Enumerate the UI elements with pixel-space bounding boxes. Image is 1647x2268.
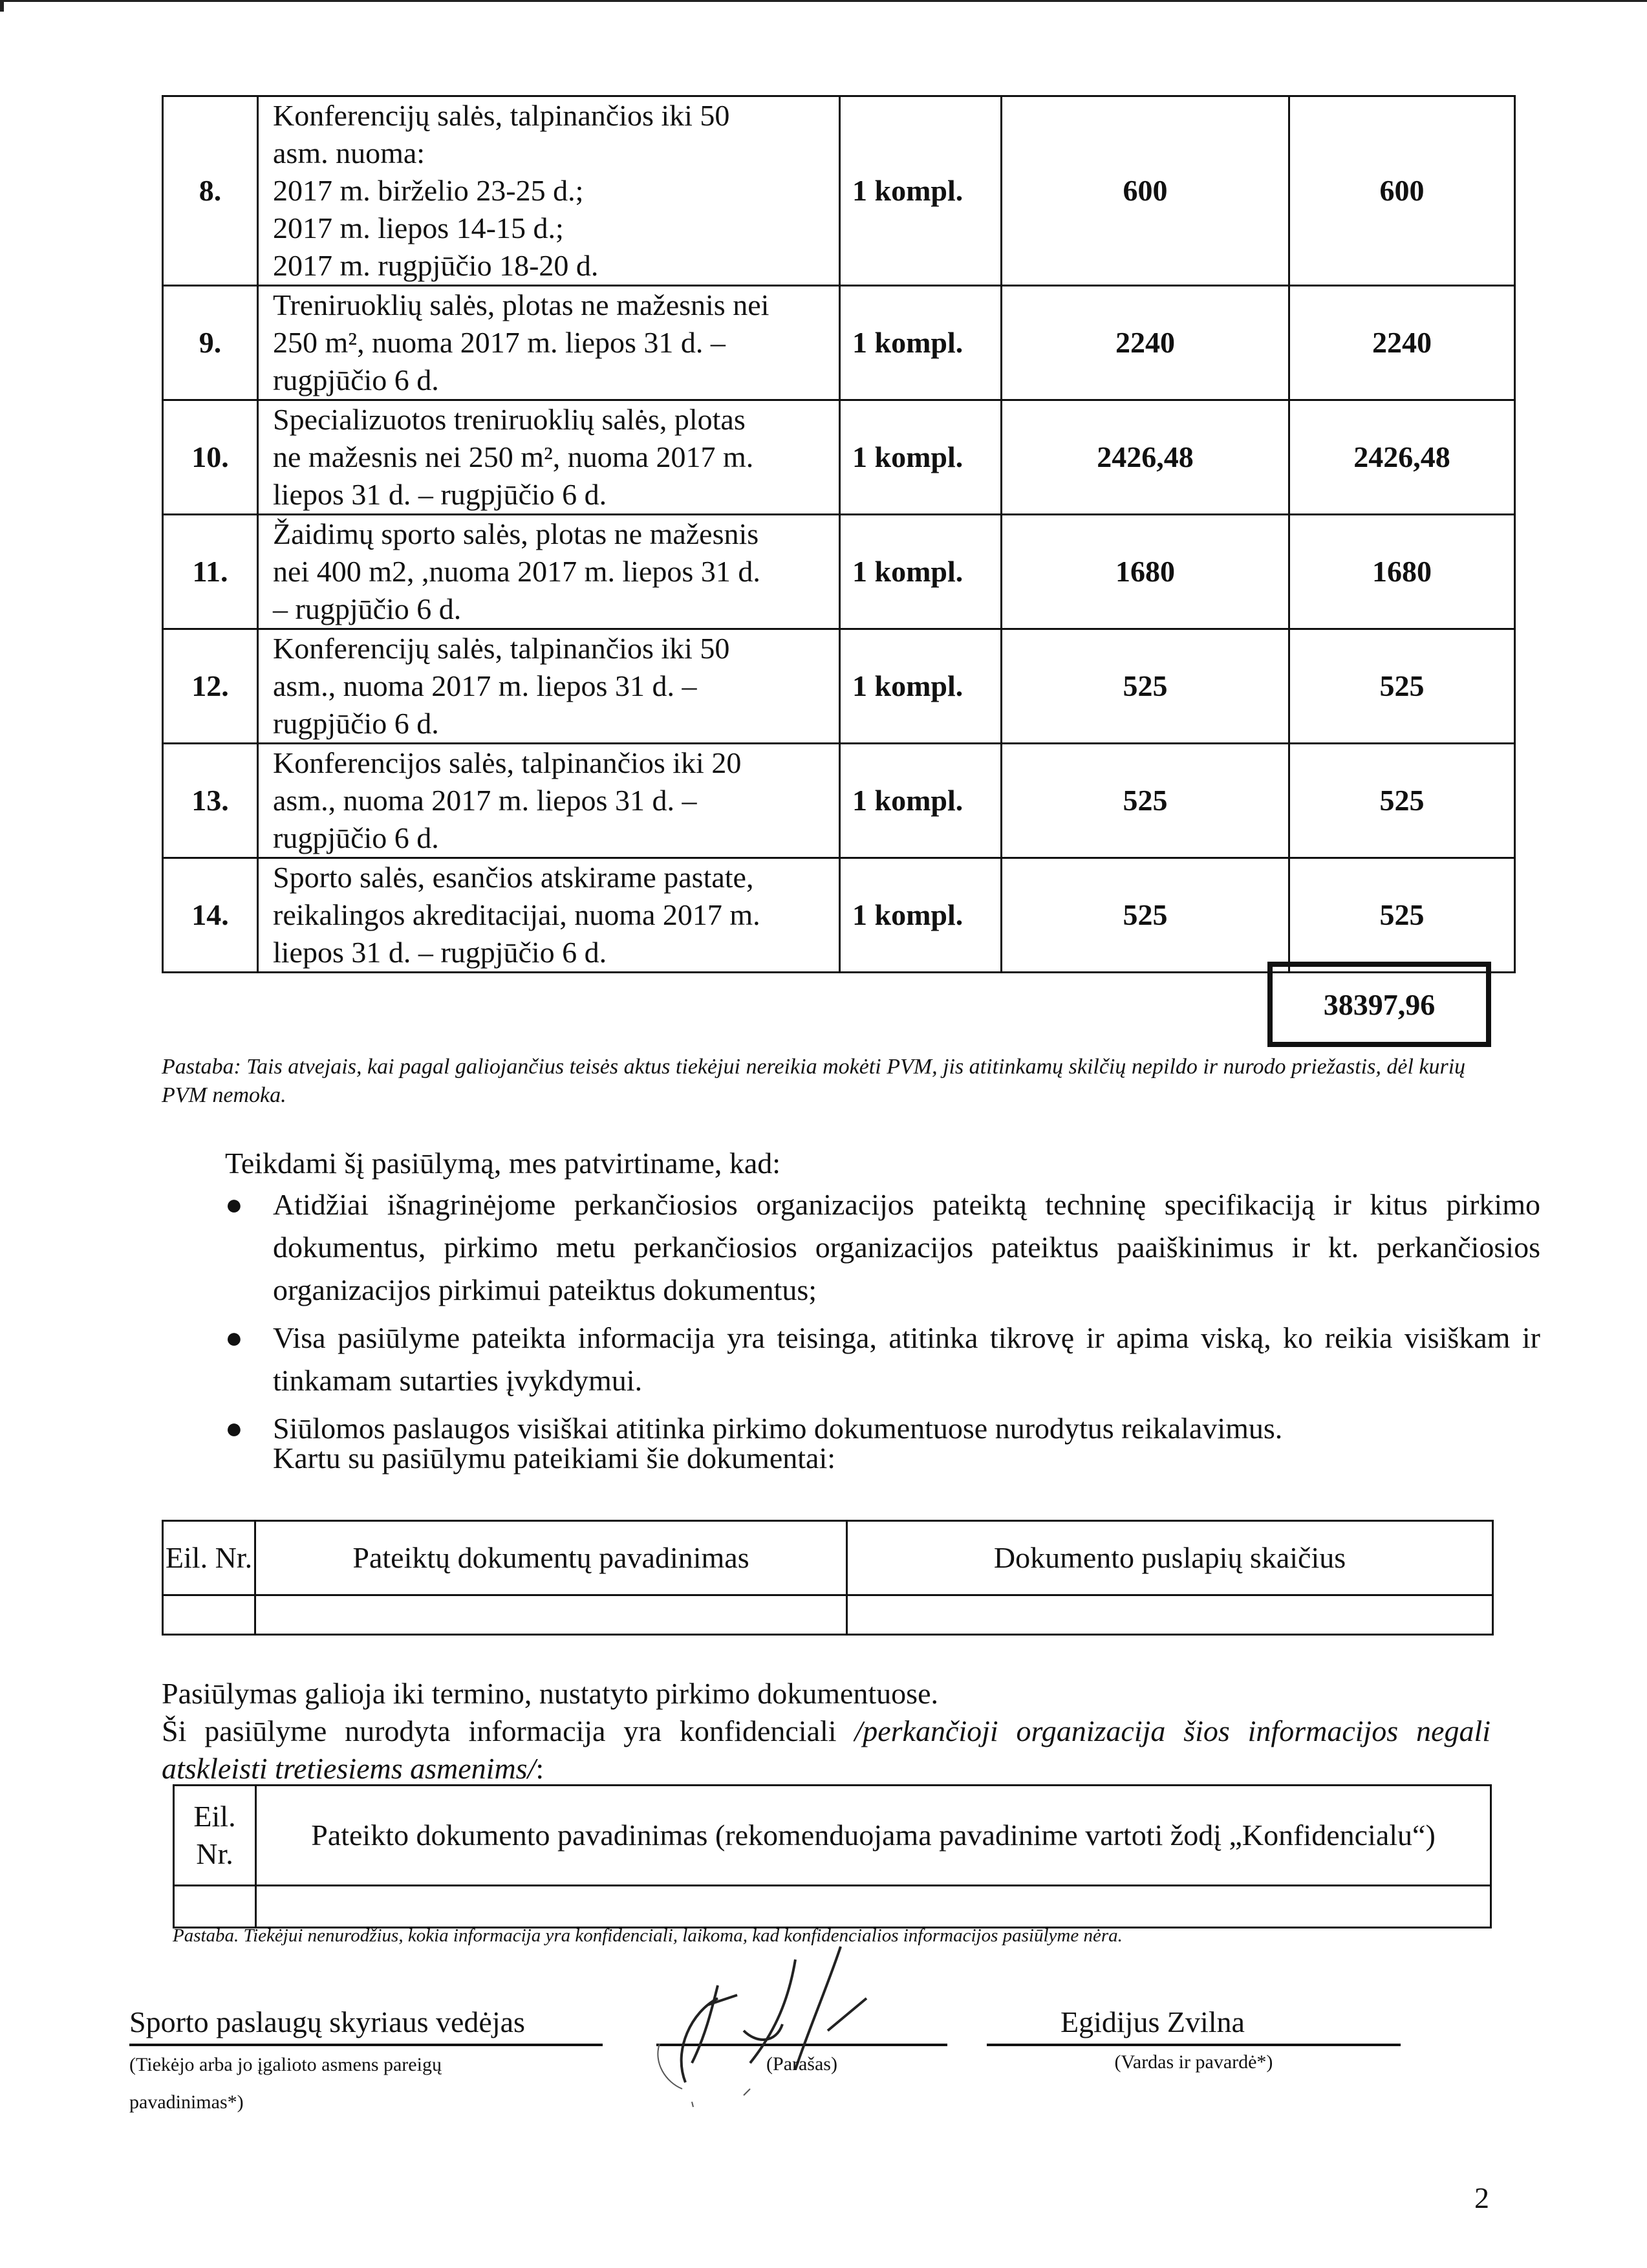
validity-statement: Pasiūlymas galioja iki termino, nustatyto pirkimo dokumentuose.: [162, 1677, 938, 1710]
item-number: 13.: [163, 744, 258, 858]
confirmation-item: ● Visa pasiūlyme pateikta informacija yra teisinga, atitinka tikrovę ir apima viską, ko reikia visiškam ir tinkamam sutarties įvykdymui.: [273, 1317, 1540, 1402]
header-document-name: Pateiktų dokumentų pavadinimas: [255, 1521, 847, 1595]
confidential-note: Pastaba. Tiekėjui nenurodžius, kokia informacija yra konfidenciali, laikoma, kad konfidencialios informacijos pasiūlyme nėra.: [173, 1925, 1123, 1946]
item-unit-price: 600: [1002, 96, 1289, 286]
description-line: rugpjūčio 6 d.: [273, 707, 439, 740]
item-number: 11.: [163, 515, 258, 629]
item-unit-price: 2240: [1002, 286, 1289, 400]
item-total-price: 525: [1289, 629, 1515, 744]
description-line: Konferencijų salės, talpinančios iki 50: [273, 99, 730, 132]
description-line: Sporto salės, esančios atskirame pastate,: [273, 861, 754, 894]
signature-position-field: [129, 2003, 603, 2121]
table-row: [163, 515, 1515, 629]
description-line: 2017 m. rugpjūčio 18-20 d.: [273, 249, 599, 282]
confidential-statement: Ši pasiūlyme nurodyta informacija yra konfidenciali /perkančioji organizacija šios informacijos negali atskleisti tretiesiems asmenims/:: [162, 1714, 1491, 1785]
item-quantity: 1 kompl.: [840, 629, 1002, 744]
bullet-icon: ●: [225, 1321, 243, 1354]
item-total-price: 525: [1289, 744, 1515, 858]
item-number: 10.: [163, 400, 258, 515]
item-description: [258, 96, 840, 286]
description-line: 2017 m. liepos 14-15 d.;: [273, 211, 564, 244]
item-number: 9.: [163, 286, 258, 400]
cell-number[interactable]: [174, 1886, 256, 1928]
item-description: [258, 629, 840, 744]
item-quantity: 1 kompl.: [840, 286, 1002, 400]
page-number: 2: [1474, 2181, 1489, 2214]
item-quantity: 1 kompl.: [840, 515, 1002, 629]
item-total-price: 2240: [1289, 286, 1515, 400]
price-table: [162, 95, 1516, 973]
confirmation-item: ● Siūlomos paslaugos visiškai atitinka pirkimo dokumentuose nurodytus reikalavimus.: [273, 1407, 1540, 1450]
description-line: ne mažesnis nei 250 m², nuoma 2017 m.: [273, 440, 754, 473]
description-line: rugpjūčio 6 d.: [273, 821, 439, 854]
item-description: [258, 515, 840, 629]
item-unit-price: 525: [1002, 629, 1289, 744]
grand-total: 38397,96: [1267, 962, 1491, 1047]
confidential-table-header: [174, 1786, 1491, 1886]
description-line: Konferencijų salės, talpinančios iki 50: [273, 632, 730, 665]
item-number: 14.: [163, 858, 258, 973]
description-line: nei 400 m2, ,nuoma 2017 m. liepos 31 d.: [273, 555, 760, 588]
table-row: [163, 744, 1515, 858]
cell-document-name[interactable]: [255, 1595, 847, 1635]
item-total-price: 525: [1289, 858, 1515, 973]
description-line: Konferencijos salės, talpinančios iki 20: [273, 746, 742, 779]
signature-caption: (Parašas): [766, 2053, 837, 2075]
description-line: Specializuotos treniruoklių salės, plotas: [273, 403, 746, 436]
bullet-icon: ●: [225, 1412, 243, 1445]
description-line: rugpjūčio 6 d.: [273, 363, 439, 396]
item-quantity: 1 kompl.: [840, 400, 1002, 515]
table-row: [163, 629, 1515, 744]
table-row: [163, 400, 1515, 515]
description-line: asm., nuoma 2017 m. liepos 31 d. –: [273, 669, 697, 702]
table-row: [163, 1595, 1493, 1635]
signer-name: Egidijus Zvilna: [987, 2003, 1401, 2046]
description-line: – rugpjūčio 6 d.: [273, 592, 462, 625]
table-row: [174, 1886, 1491, 1928]
item-number: 12.: [163, 629, 258, 744]
position-value: Sporto paslaugų skyriaus vedėjas: [129, 2003, 603, 2046]
position-caption: (Tiekėjo arba jo įgalioto asmens pareigų pavadinimas*): [129, 2054, 442, 2113]
cell-number[interactable]: [163, 1595, 255, 1635]
header-page-count: Dokumento puslapių skaičius: [847, 1521, 1493, 1595]
item-description: [258, 400, 840, 515]
description-line: liepos 31 d. – rugpjūčio 6 d.: [273, 936, 607, 969]
table-row: [163, 858, 1515, 973]
bullet-icon: ●: [225, 1188, 243, 1221]
item-unit-price: 525: [1002, 858, 1289, 973]
description-line: liepos 31 d. – rugpjūčio 6 d.: [273, 478, 607, 511]
item-description: [258, 858, 840, 973]
documents-table: [162, 1520, 1494, 1636]
item-quantity: 1 kompl.: [840, 858, 1002, 973]
table-row: [163, 96, 1515, 286]
confirmation-item: ● Atidžiai išnagrinėjome perkančiosios organizacijos pateiktą techninę specifikaciją ir kitus pirkimo dokumentus, pirkimo metu perkančiosios organizacijos pateiktus paaiškinimus ir kt. perkančiosios organizacijos pirkimui pateiktus dokumentus;: [273, 1183, 1540, 1312]
confirmation-intro: Teikdami šį pasiūlymą, mes patvirtiname, kad:: [225, 1147, 781, 1180]
signer-name-field: [987, 2003, 1401, 2079]
item-total-price: 2426,48: [1289, 400, 1515, 515]
cell-page-count[interactable]: [847, 1595, 1493, 1635]
confirmation-list: [225, 1183, 1540, 1455]
table-row: [163, 286, 1515, 400]
header-number: Eil. Nr.: [163, 1521, 255, 1595]
item-unit-price: 525: [1002, 744, 1289, 858]
description-line: Žaidimų sporto salės, plotas ne mažesnis: [273, 517, 759, 550]
confidential-italic-note: /perkančioji organizacija šios informacijos negali atskleisti tretiesiems asmenims/: [162, 1714, 1491, 1785]
documents-table-header: [163, 1521, 1493, 1595]
cell-document-name[interactable]: [256, 1886, 1491, 1928]
vat-note: Pastaba: Tais atvejais, kai pagal galiojančius teisės aktus tiekėjui nereikia mokėti PVM, jis atitinkamų skilčių nepildo ir nurodo priežastis, dėl kurių PVM nemoka.: [162, 1055, 1466, 1107]
description-line: 250 m², nuoma 2017 m. liepos 31 d. –: [273, 326, 726, 359]
scan-corner-mark: [0, 0, 4, 12]
item-unit-price: 2426,48: [1002, 400, 1289, 515]
description-line: asm. nuoma:: [273, 136, 425, 169]
item-quantity: 1 kompl.: [840, 744, 1002, 858]
item-description: [258, 286, 840, 400]
description-line: asm., nuoma 2017 m. liepos 31 d. –: [273, 784, 697, 817]
header-number: Eil. Nr.: [174, 1786, 256, 1886]
signer-name-caption: (Vardas ir pavardė*): [1114, 2051, 1273, 2073]
description-line: reikalingos akreditacijai, nuoma 2017 m.: [273, 898, 760, 931]
item-total-price: 1680: [1289, 515, 1515, 629]
item-quantity: 1 kompl.: [840, 96, 1002, 286]
item-total-price: 600: [1289, 96, 1515, 286]
item-unit-price: 1680: [1002, 515, 1289, 629]
description-line: 2017 m. birželio 23-25 d.;: [273, 174, 584, 207]
item-description: [258, 744, 840, 858]
description-line: Treniruoklių salės, plotas ne mažesnis nei: [273, 288, 770, 321]
header-document-name: Pateikto dokumento pavadinimas (rekomenduojama pavadinime vartoti žodį „Konfidencialu“): [256, 1786, 1491, 1886]
attached-documents-intro: Kartu su pasiūlymu pateikiami šie dokumentai:: [273, 1442, 836, 1474]
scan-top-border: [0, 0, 1647, 2]
item-number: 8.: [163, 96, 258, 286]
confidential-documents-table: [173, 1784, 1492, 1928]
